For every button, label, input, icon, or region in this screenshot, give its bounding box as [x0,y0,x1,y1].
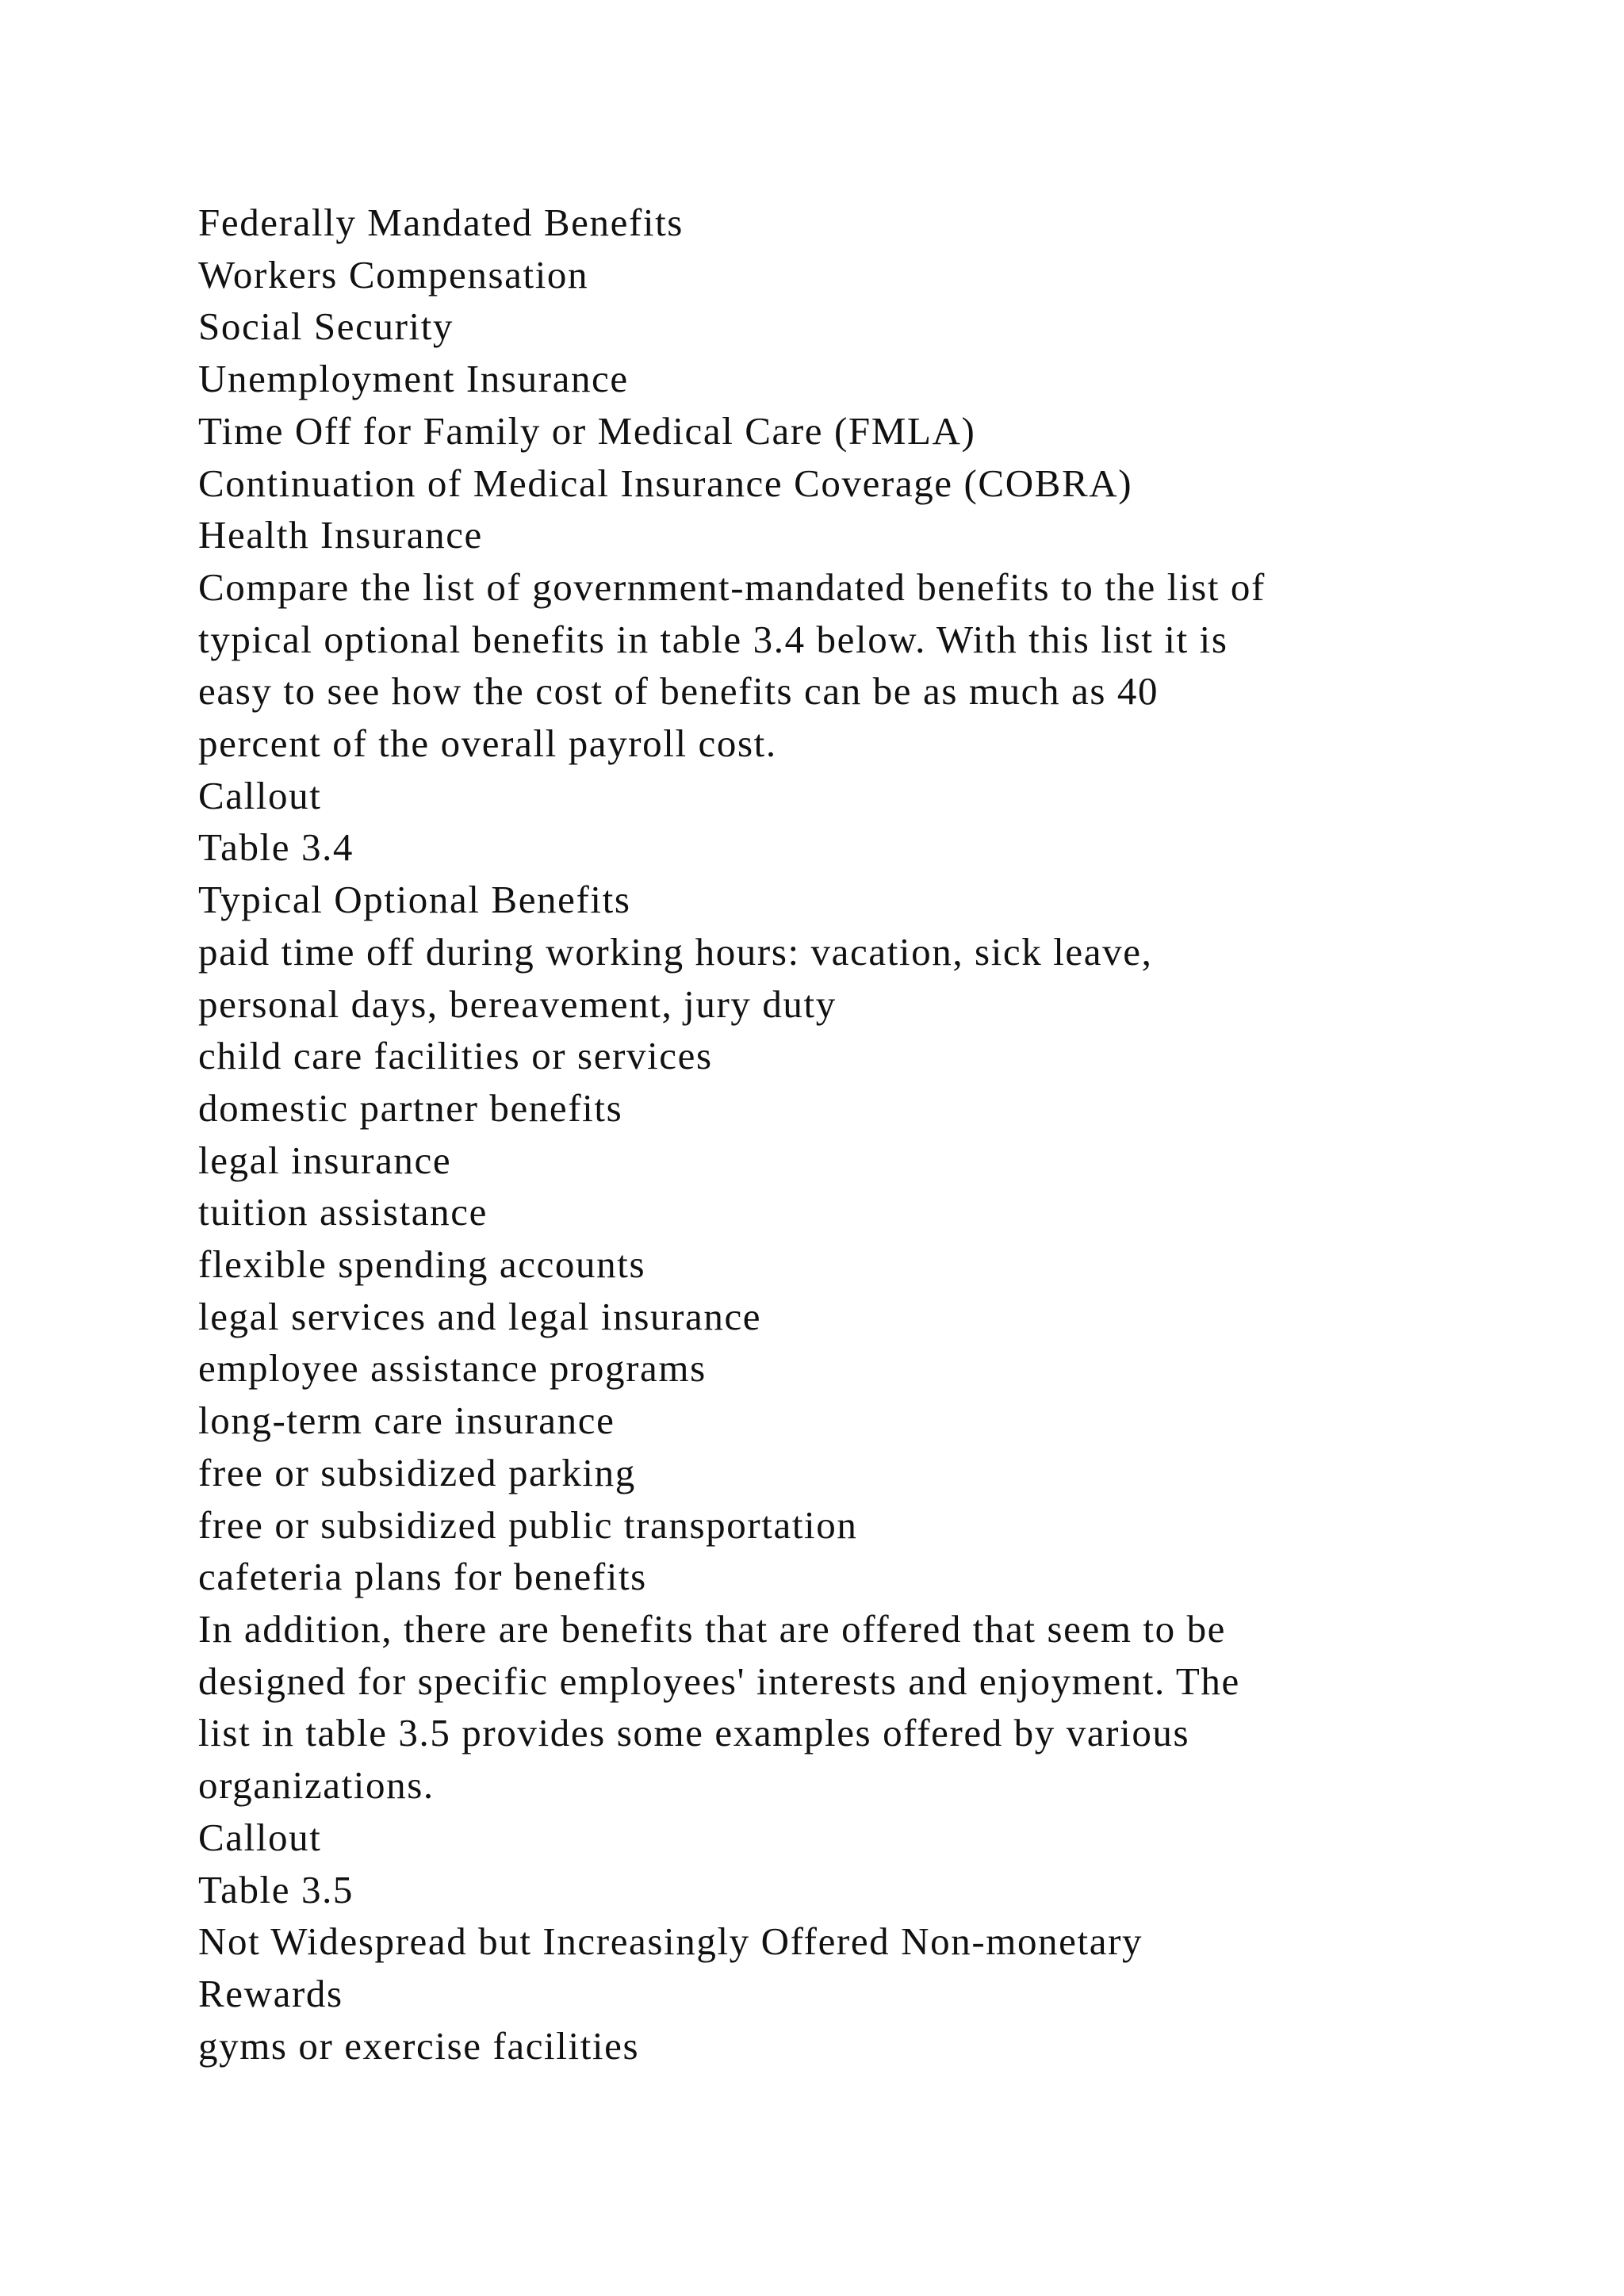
paragraph-line: easy to see how the cost of benefits can be as much as 40 [198,669,1159,714]
paragraph-line: In addition, there are benefits that are offered that seem to be [198,1606,1227,1651]
list-item: cafeteria plans for benefits [198,1555,647,1599]
list-item: paid time off during working hours: vacation, sick leave, [198,929,1153,974]
heading-federally-mandated-benefits: Federally Mandated Benefits [198,201,684,244]
list-item: personal days, bereavement, jury duty [198,982,837,1026]
table-title: Rewards [198,1971,343,2015]
table-title: Typical Optional Benefits [198,878,631,922]
list-item: Workers Compensation [198,252,589,297]
paragraph-line: organizations. [198,1763,435,1808]
list-item: gyms or exercise facilities [198,2023,640,2068]
list-item: free or subsidized public transportation [198,1502,858,1547]
paragraph-line: list in table 3.5 provides some examples offered by various [198,1711,1190,1755]
paragraph-line: typical optional benefits in table 3.4 below. With this list it is [198,617,1228,661]
list-item: flexible spending accounts [198,1242,646,1287]
list-item: long-term care insurance [198,1399,615,1443]
list-item: domestic partner benefits [198,1085,623,1130]
list-item: legal services and legal insurance [198,1294,762,1338]
list-item: Health Insurance [198,513,483,557]
list-item: tuition assistance [198,1190,488,1234]
list-item: Social Security [198,304,454,349]
table-number: Table 3.5 [198,1867,354,1911]
list-item: employee assistance programs [198,1346,707,1391]
list-item: legal insurance [198,1138,452,1182]
list-item: Time Off for Family or Medical Care (FMLA) [198,408,976,453]
document-body [198,197,1435,2072]
table-number: Table 3.4 [198,825,354,870]
list-item: free or subsidized parking [198,1450,636,1494]
table-title: Not Widespread but Increasingly Offered Non-monetary [198,1919,1143,1964]
paragraph-line: Compare the list of government-mandated benefits to the list of [198,564,1266,609]
paragraph-line: percent of the overall payroll cost. [198,721,777,766]
callout-label: Callout [198,1815,322,1859]
paragraph-line: designed for specific employees' interests and enjoyment. The [198,1659,1240,1703]
list-item: child care facilities or services [198,1034,713,1078]
list-item: Continuation of Medical Insurance Coverage (COBRA) [198,461,1133,505]
callout-label: Callout [198,773,322,817]
list-item: Unemployment Insurance [198,357,629,401]
